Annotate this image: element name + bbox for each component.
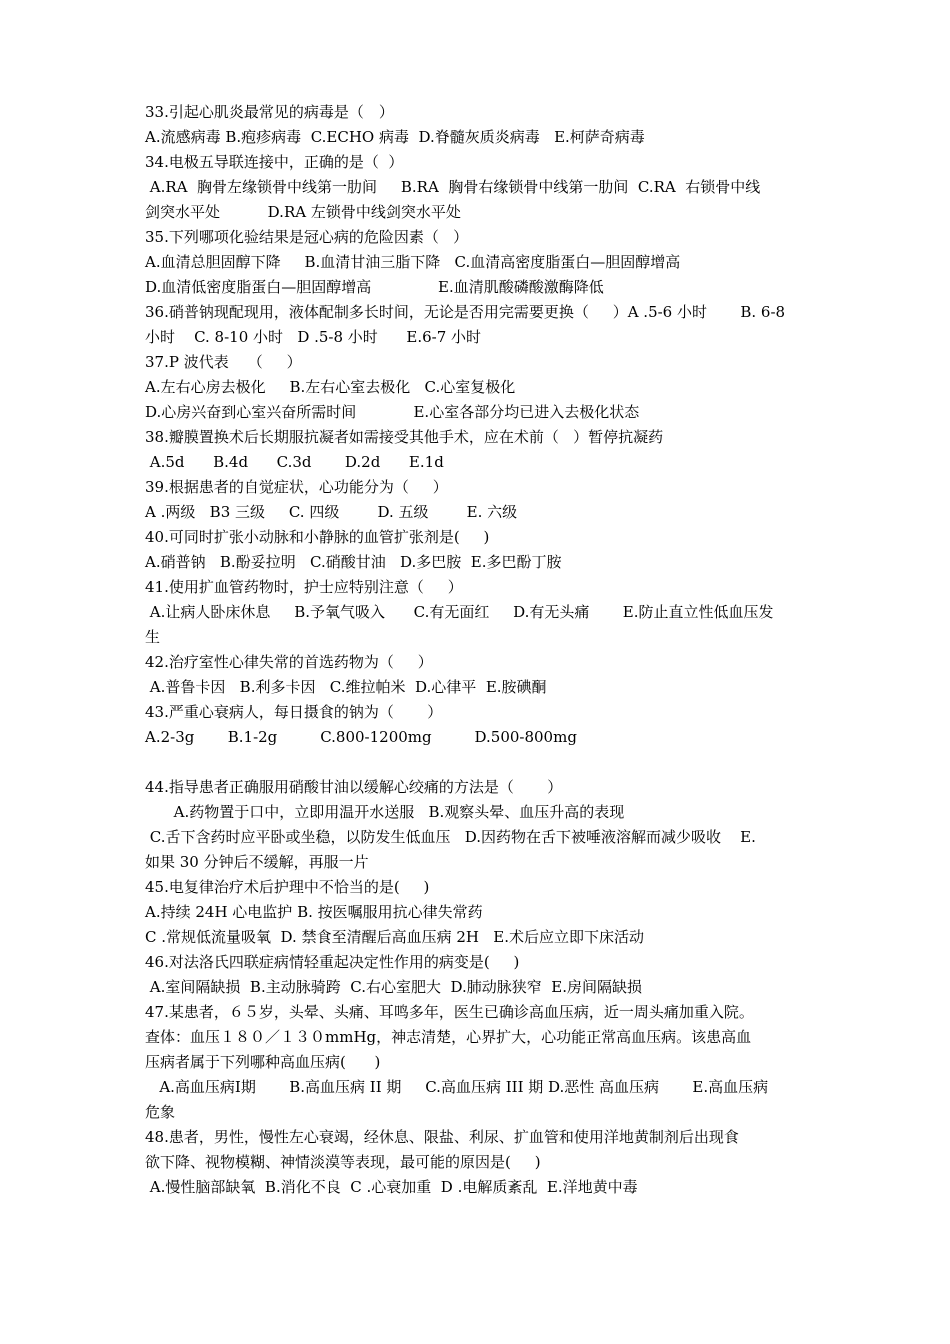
text-line: 38.瓣膜置换术后长期服抗凝者如需接受其他手术，应在术前（ ）暂停抗凝药 [145,428,664,446]
text-line: A.药物置于口中，立即用温开水送服 B.观察头晕、血压升高的表现 [145,803,625,821]
text-line: 48.患者，男性，慢性左心衰竭，经休息、限盐、利尿、扩血管和使用洋地黄制剂后出现食 [145,1128,739,1146]
text-line: D.血清低密度脂蛋白—胆固醇增高 E.血清肌酸磷酸激酶降低 [145,278,604,296]
text-line: 43.严重心衰病人，每日摄食的钠为（ ） [145,703,443,721]
text-line: 剑突水平处 D.RA 左锁骨中线剑突水平处 [145,203,461,221]
text-line: A.普鲁卡因 B.利多卡因 C.维拉帕米 D.心律平 E.胺碘酮 [145,678,547,696]
text-line: A.血清总胆固醇下降 B.血清甘油三脂下降 C.血清高密度脂蛋白—胆固醇增高 [145,253,681,271]
text-line: 小时 C. 8-10 小时 D .5-8 小时 E.6-7 小时 [145,328,482,346]
text-line: 46.对法洛氏四联症病情轻重起决定性作用的病变是( ) [145,953,520,971]
text-line: 36.硝普钠现配现用，液体配制多长时间，无论是否用完需要更换（ ）A .5-6 小时 B. 6-8 [145,303,786,321]
text-line: 压病者属于下列哪种高血压病( ) [145,1053,381,1071]
text-line: A.2-3g B.1-2g C.800-1200mg D.500-800mg [145,728,577,746]
text-line: 查体：血压１８０／１３０mmHg，神志清楚，心界扩大，心功能正常高血压病。该患高血 [145,1028,752,1046]
text-line: A.让病人卧床休息 B.予氧气吸入 C.有无面红 D.有无头痛 E.防止直立性低血压发 [145,603,774,621]
text-line: 生 [145,628,161,646]
text-line: A.高血压病Ⅰ期 B.高血压病 II 期 C.高血压病 III 期 D.恶性 高血压病 E.高血压病 [145,1078,769,1096]
text-line: A.持续 24H 心电监护 B. 按医嘱服用抗心律失常药 [145,903,483,921]
text-line: 欲下降、视物模糊、神情淡漠等表现，最可能的原因是( ) [145,1153,541,1171]
text-line: 33.引起心肌炎最常见的病毒是（ ） [145,103,394,121]
text-line: 37.P 波代表 （ ） [145,353,302,371]
text-line: 44.指导患者正确服用硝酸甘油以缓解心绞痛的方法是（ ） [145,778,563,796]
text-line: A.硝普钠 B.酚妥拉明 C.硝酸甘油 D.多巴胺 E.多巴酚丁胺 [145,553,562,571]
text-line: 40.可同时扩张小动脉和小静脉的血管扩张剂是( ) [145,528,490,546]
text-line: A.流感病毒 B.疱疹病毒 C.ECHO 病毒 D.脊髓灰质炎病毒 E.柯萨奇病毒 [145,128,645,146]
text-line: 47.某患者，６５岁，头晕、头痛、耳鸣多年，医生已确诊高血压病，近一周头痛加重入院。 [145,1003,754,1021]
text-line: A.5d B.4d C.3d D.2d E.1d [145,453,444,471]
text-line: 如果 30 分钟后不缓解，再服一片 [145,853,369,871]
text-line: A.左右心房去极化 B.左右心室去极化 C.心室复极化 [145,378,516,396]
text-line: 39.根据患者的自觉症状，心功能分为（ ） [145,478,448,496]
text-line: A.慢性脑部缺氧 B.消化不良 C .心衰加重 D .电解质紊乱 E.洋地黄中毒 [145,1178,638,1196]
text-line: A .两级 B3 三级 C. 四级 D. 五级 E. 六级 [145,503,518,521]
text-line: 45.电复律治疗术后护理中不恰当的是( ) [145,878,430,896]
text-line: 41.使用扩血管药物时，护士应特别注意（ ） [145,578,463,596]
text-line: A.室间隔缺损 B.主动脉骑跨 C.右心室肥大 D.肺动脉狭窄 E.房间隔缺损 [145,978,643,996]
question-text-block [145,100,813,1200]
text-line: D.心房兴奋到心室兴奋所需时间 E.心室各部分均已进入去极化状态 [145,403,640,421]
text-line: C .常规低流量吸氧 D. 禁食至清醒后高血压病 2H E.术后应立即下床活动 [145,928,644,946]
text-line: 34.电极五导联连接中，正确的是（ ） [145,153,404,171]
text-line: A.RA 胸骨左缘锁骨中线第一肋间 B.RA 胸骨右缘锁骨中线第一肋间 C.RA 右锁骨中线 [145,178,761,196]
text-line: 35.下列哪项化验结果是冠心病的危险因素（ ） [145,228,469,246]
text-line: C.舌下含药时应平卧或坐稳，以防发生低血压 D.因药物在舌下被唾液溶解而减少吸收 E. [145,828,756,846]
text-line: 42.治疗室性心律失常的首选药物为（ ） [145,653,433,671]
text-line: 危象 [145,1103,176,1121]
blank-line [145,750,813,775]
